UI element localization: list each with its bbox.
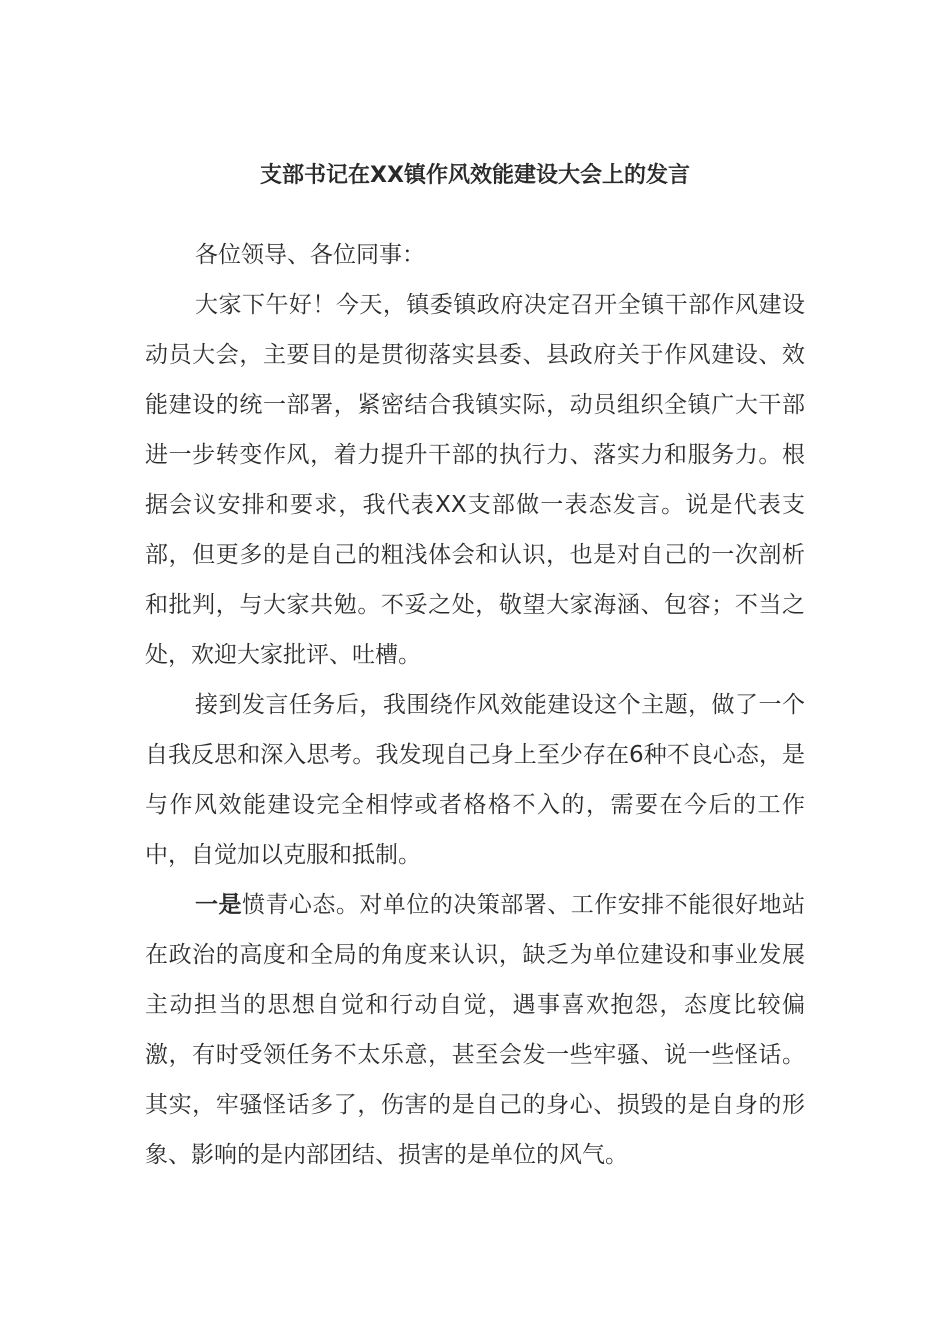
paragraph-text: 大家下午好！今天，镇委镇政府决定召开全镇干部作风建设动员大会，主要目的是贯彻落实县委、县政府关于作风建设、效能建设的统一部署，紧密结合我镇实际，动员组织全镇广大干部进一步转变作风，着力提升干部的执行力、落实力和服务力。根据会议安排和要求，我代表XX支部做一表态发言。说是代表支部，但更多的是自己的粗浅体会和认识，也是对自己的一次剖析和批判，与大家共勉。不妥之处，敬望大家海涵、包容；不当之处，欢迎大家批评、吐槽。 — [145, 292, 805, 668]
paragraph-text: 接到发言任务后，我围绕作风效能建设这个主题，做了一个自我反思和深入思考。我发现自己身上至少存在6种不良心态，是与作风效能建设完全相悖或者格格不入的，需要在今后的工作中，自觉加以克服和抵制。 — [145, 692, 805, 868]
paragraph-lead: 一是 — [195, 892, 242, 918]
paragraph-opening — [145, 280, 805, 680]
greeting-paragraph: 各位领导、各位同事： — [195, 242, 425, 268]
paragraph-point-one — [145, 880, 805, 1180]
document-body — [145, 230, 805, 1180]
document-title: 支部书记在XX镇作风效能建设大会上的发言 — [260, 163, 690, 188]
paragraph-text: 愤青心态。对单位的决策部署、工作安排不能很好地站在政治的高度和全局的角度来认识，缺乏为单位建设和事业发展主动担当的思想自觉和行动自觉，遇事喜欢抱怨，态度比较偏激，有时受领任务不太乐意，甚至会发一些牢骚、说一些怪话。其实，牢骚怪话多了，伤害的是自己的身心、损毁的是自身的形象、影响的是内部团结、损害的是单位的风气。 — [145, 892, 806, 1168]
paragraph-reflection — [145, 680, 805, 880]
